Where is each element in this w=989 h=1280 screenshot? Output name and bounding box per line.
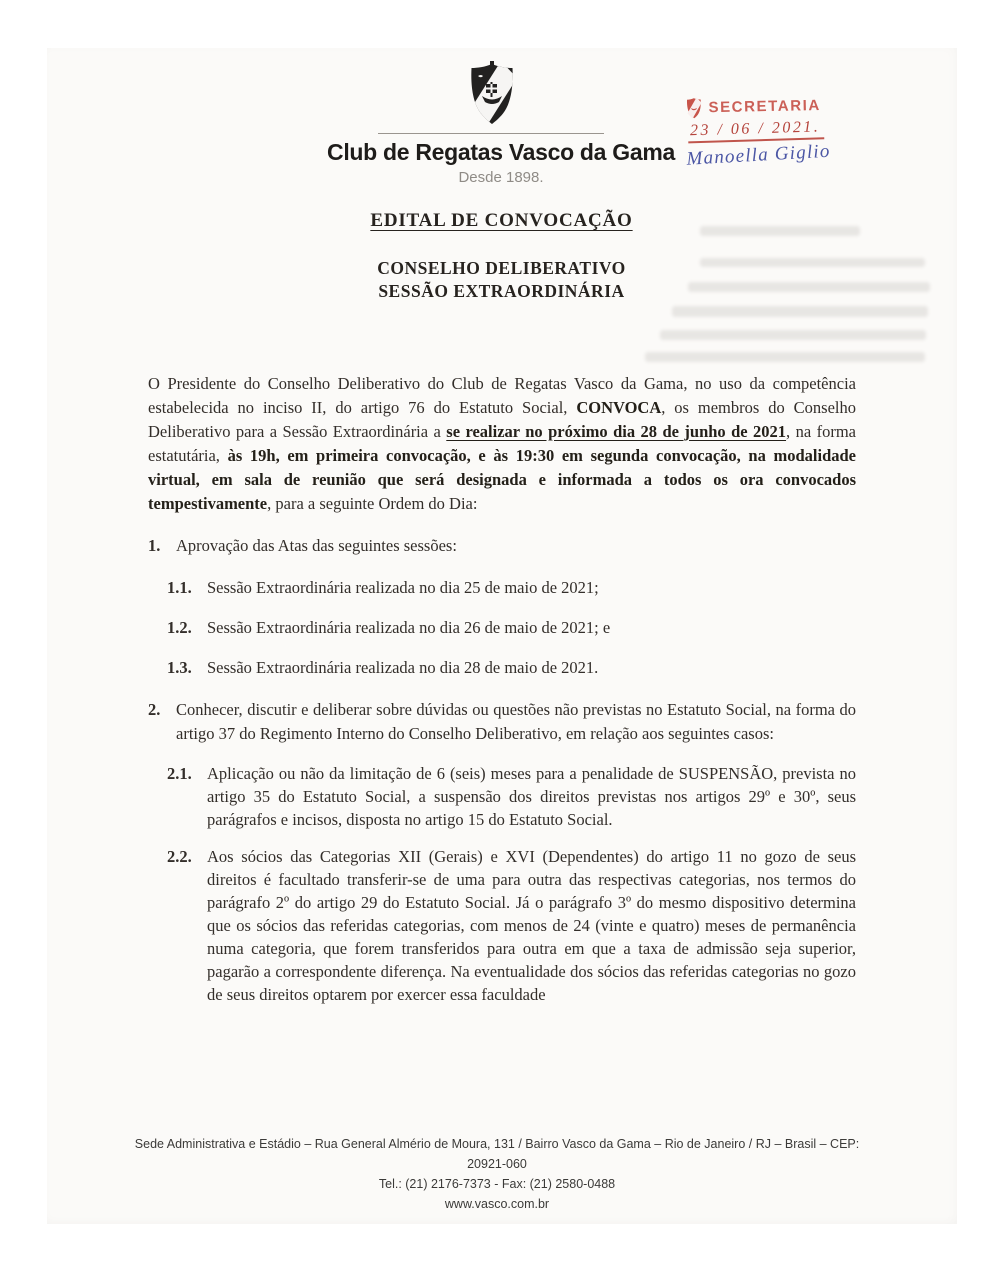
agenda-item-1-3 xyxy=(167,656,856,680)
stamp-crest-icon xyxy=(685,97,702,118)
bleedthrough-text xyxy=(660,330,926,340)
stamp-date-handwritten: 23 / 06 / 2021. xyxy=(688,118,825,143)
agenda-item-2 xyxy=(148,698,856,746)
item-number: 2. xyxy=(148,700,161,719)
secretaria-stamp xyxy=(685,94,856,168)
bleedthrough-text xyxy=(672,306,928,317)
letterhead-divider xyxy=(378,133,604,134)
club-name: Club de Regatas Vasco da Gama xyxy=(327,139,675,165)
item-number: 1.1. xyxy=(167,578,192,597)
item-text: Aplicação ou não da limitação de 6 (seis) meses para a penalidade de SUSPENSÃO, prevista no artigo 35 do Estatuto Social, a suspensão dos direitos previstas nos artigos 29º e 30º, seus parágrafos e incisos, disposta no artigo 15 do Estatuto Social. xyxy=(207,764,856,829)
item-number: 1. xyxy=(148,536,161,555)
item-text: Conhecer, discutir e deliberar sobre dúvidas ou questões não previstas no Estatuto Social, na forma do artigo 37 do Regimento Interno do Conselho Deliberativo, em relação aos seguintes casos: xyxy=(176,700,856,743)
vasco-da-gama-crest-icon xyxy=(467,60,517,128)
bleedthrough-text xyxy=(645,352,925,362)
document-subtitle-1: CONSELHO DELIBERATIVO xyxy=(377,258,626,278)
intro-paragraph xyxy=(148,372,856,516)
item-text: Aprovação das Atas das seguintes sessões: xyxy=(176,536,457,555)
item-number: 2.2. xyxy=(167,847,192,866)
item-number: 1.2. xyxy=(167,618,192,637)
agenda-item-1 xyxy=(148,534,856,558)
footer-address: Sede Administrativa e Estádio – Rua General Almério de Moura, 131 / Bairro Vasco da Gama – Rio de Janeiro / RJ – Brasil – CEP: xyxy=(134,1137,860,1151)
item-text: Sessão Extraordinária realizada no dia 28 de maio de 2021. xyxy=(207,658,599,677)
letterhead-footer xyxy=(47,1134,947,1214)
intro-text: O Presidente do Conselho Deliberativo do Club de Regatas Vasco da Gama, no uso da competência estabelecida no inciso II, do artigo 76 do Estatuto Social, xyxy=(148,374,856,417)
club-tagline: Desde 1898. xyxy=(458,169,544,186)
document-subtitle-2: SESSÃO EXTRAORDINÁRIA xyxy=(378,281,625,301)
stamp-signature-handwritten: Manoella Giglio xyxy=(686,140,832,170)
intro-time-bold: às 19h, em primeira convocação, e às 19:30 em segunda convocação, na modalidade virtual, em sala de reunião que será designada e informada a todos os ora convocados tempestivamente xyxy=(148,446,857,513)
stamp-label: SECRETARIA xyxy=(708,96,822,117)
item-text: Aos sócios das Categorias XII (Gerais) e XVI (Dependentes) do artigo 11 no gozo de seus direitos é facultado transferir-se de uma para outra das respectivas categorias, nos termos do parágrafo 2º do artigo 29 do Estatuto Social. Já o parágrafo 3º do mesmo dispositivo determina que os sócios das referidas categorias, com menos de 24 (vinte e quatro) meses de permanência numa categoria, que forem transferidos para outra em que a taxa de admissão seja superior, pagarão a correspondente diferença. Na eventualidade dos sócios das referidas categorias no gozo de seus direitos optarem por exercer essa faculdade xyxy=(207,847,856,1004)
footer-phone-fax: Tel.: (21) 2176-7373 - Fax: (21) 2580-0488 xyxy=(378,1177,616,1191)
intro-text: , para a seguinte Ordem do Dia: xyxy=(267,494,478,513)
item-number: 2.1. xyxy=(167,764,192,783)
footer-website: www.vasco.com.br xyxy=(444,1197,550,1211)
agenda-item-2-1 xyxy=(167,762,856,831)
agenda-item-2-2 xyxy=(167,845,856,1006)
intro-text: , os membros do Conselho Deliberativo para a Sessão Extraordinária a xyxy=(148,398,856,441)
intro-convoca: CONVOCA xyxy=(576,398,662,417)
item-text: Sessão Extraordinária realizada no dia 26 de maio de 2021; e xyxy=(207,618,611,637)
agenda-item-1-1 xyxy=(167,576,856,600)
footer-cep: 20921-060 xyxy=(467,1157,527,1171)
intro-text: , na forma estatutária, xyxy=(148,422,856,465)
document-title: EDITAL DE CONVOCAÇÃO xyxy=(370,210,633,231)
item-number: 1.3. xyxy=(167,658,192,677)
agenda-item-1-2 xyxy=(167,616,856,640)
intro-date-underlined: se realizar no próximo dia 28 de junho de 2021 xyxy=(446,422,787,441)
document-body xyxy=(148,372,856,1020)
item-text: Sessão Extraordinária realizada no dia 25 de maio de 2021; xyxy=(207,578,599,597)
